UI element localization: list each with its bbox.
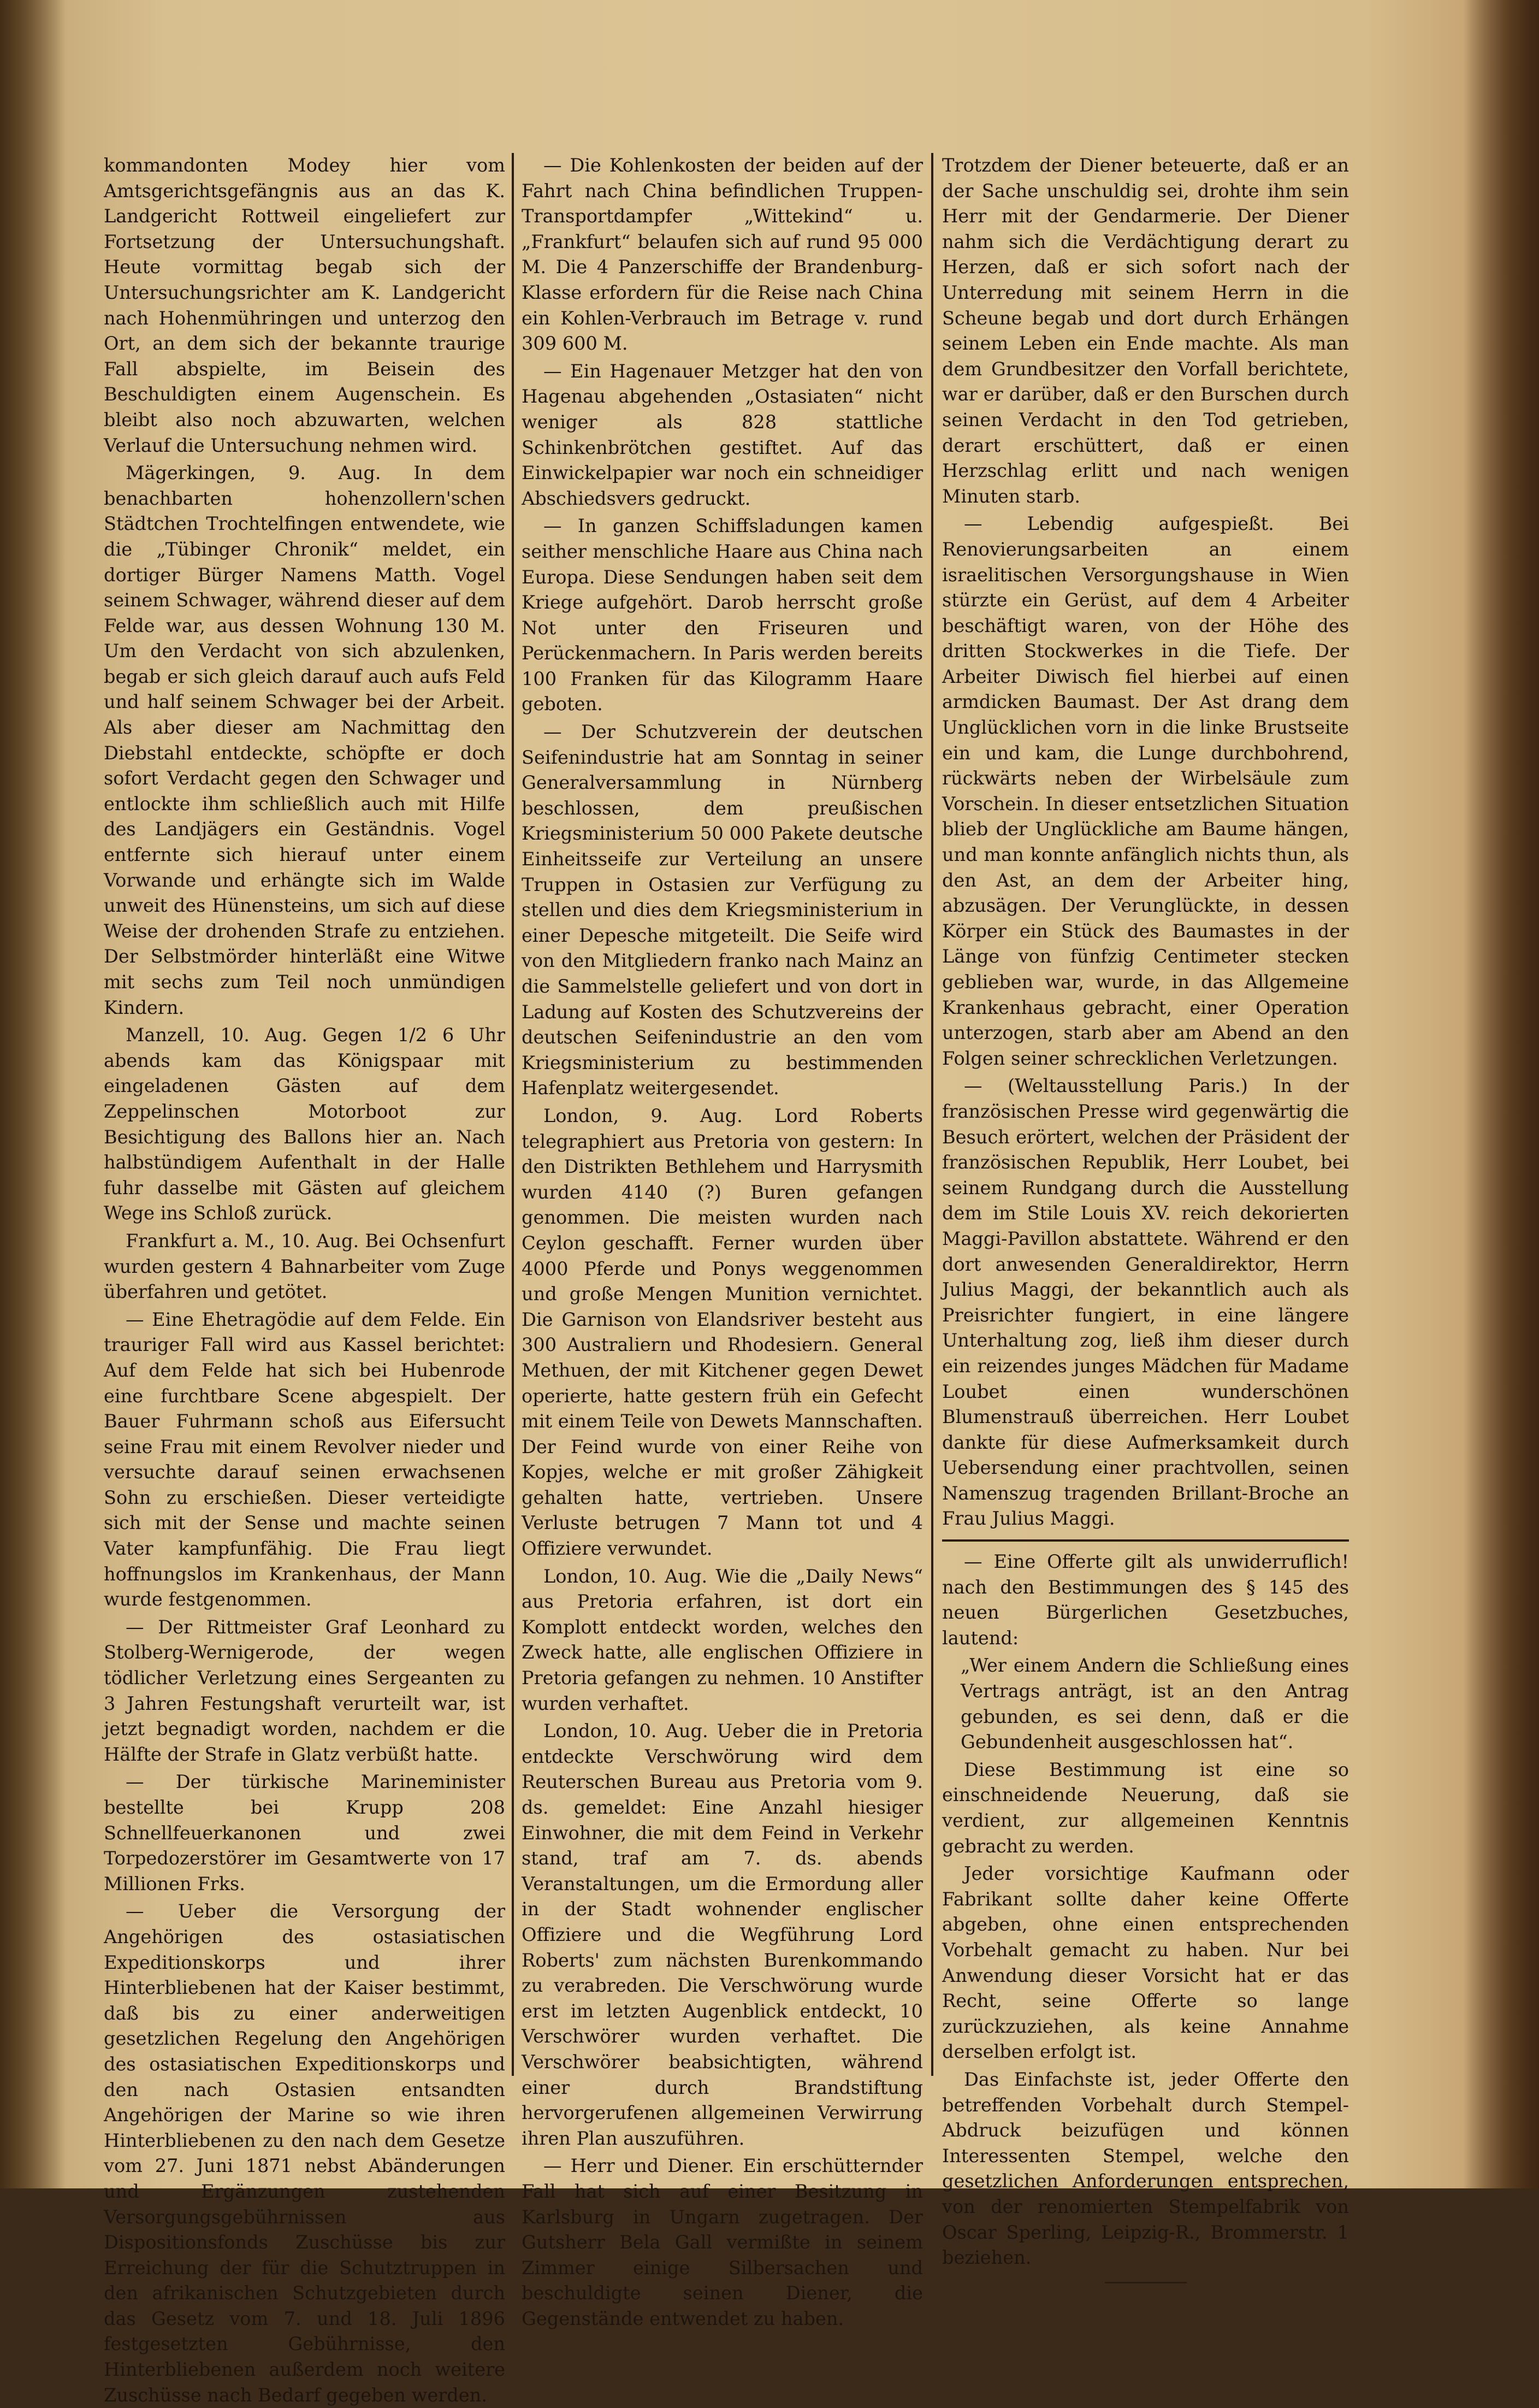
article-paragraph: Frankfurt a. M., 10. Aug. Bei Ochsenfurt wurden gestern 4 Bahnarbeiter vom Zuge überfahren und getötet. [104,1230,505,1303]
article-paragraph: — Eine Ehetragödie auf dem Felde. Ein trauriger Fall wird aus Kassel berichtet: Auf dem Felde hat sich bei Hubenrode eine furchtbare Scene abgespielt. Der Bauer Fuhrmann schoß aus Eifersucht seine Frau mit einem Revolver nieder und versuchte darauf seinen erwachsenen Sohn zu erschießen. Dieser verteidigte sich mit der Sense und machte seinen Vater kampfunfähig. Die Frau liegt hoffnungslos im Krankenhaus, der Mann wurde festgenommen. [104,1308,505,1610]
article-paragraph: Mägerkingen, 9. Aug. In dem benachbarten hohenzollern'schen Städtchen Trochtelfingen entwendete, wie die „Tübinger Chronik“ meldet, ein dortiger Bürger Namens Matth. Vogel seinem Schwager, während dieser auf dem Felde war, aus dessen Wohnung 130 M. Um den Verdacht von sich abzulenken, begab er sich gleich darauf auch aufs Feld und half seinem Schwager bei der Arbeit. Als aber dieser am Nachmittag den Diebstahl entdeckte, schöpfte er doch sofort Verdacht gegen den Schwager und entlockte ihm schließlich auch mit Hilfe des Landjägers ein Geständnis. Vogel entfernte sich hierauf unter einem Vorwande und erhängte sich im Walde unweit des Hünensteins, um sich auf diese Weise der drohenden Strafe zu entziehen. Der Selbstmörder hinterläßt eine Witwe mit sechs zum Teil noch unmündigen Kindern. [104,462,505,1018]
advert-quote: „Wer einem Andern die Schließung eines Vertrags anträgt, ist an den Antrag gebunden, es sei denn, daß er die Gebundenheit ausgeschlossen hat“. [961,1655,1349,1753]
article-paragraph: Trotzdem der Diener beteuerte, daß er an der Sache unschuldig sei, drohte ihm sein Herr mit der Gendarmerie. Der Diener nahm sich die Verdächtigung derart zu Herzen, daß er sich sofort nach der Unterredung mit seinem Herrn in die Scheune begab und dort durch Erhängen seinem Leben ein Ende machte. Als man dem Grundbesitzer den Vorfall berichtete, war er darüber, daß er den Burschen durch seinen Verdacht in den Tod getrieben, derart erschüttert, daß er einen Herzschlag erlitt und nach wenigen Minuten starb. [942,155,1349,507]
article-paragraph: — (Weltausstellung Paris.) In der französischen Presse wird gegenwärtig die Besuch erörtert, welchen der Präsident der französischen Republik, Herr Loubet, bei seinem Rundgang durch die Ausstellung dem im Stile Louis XV. reich dekorierten Maggi-Pavillon abstattete. Während er den dort anwesenden Generaldirektor, Herrn Julius Maggi, der bekanntlich auch als Preisrichter fungiert, in eine längere Unterhaltung zog, ließ ihm dieser durch ein reizendes junges Mädchen für Madame Loubet einen wunderschönen Blumenstrauß überreichen. Herr Loubet dankte für diese Aufmerksamkeit durch Uebersendung einer prachtvollen, seinen Namenszug tragenden Brillant-Broche an Frau Julius Maggi. [942,1075,1349,1530]
section-divider [942,1539,1349,1542]
page-edge [1463,0,1539,2188]
column-1 [104,153,505,2406]
advert-paragraph: Das Einfachste ist, jeder Offerte den betreffenden Vorbehalt durch Stempel-Abdruck beizufügen und können Interessenten Stempel, welche den gesetzlichen Anforderungen entsprechen, von der renomierten Stempelfabrik von Oscar Sperling, Leipzig-R., Brommerstr. 1 beziehen. [942,2068,1349,2269]
binding-shadow [0,0,66,2188]
article-paragraph: — Der Rittmeister Graf Leonhard zu Stolberg-Wernigerode, der wegen tödlicher Verletzung eines Sergeanten zu 3 Jahren Festungshaft verurteilt war, ist jetzt begnadigt worden, nachdem er die Hälfte der Strafe in Glatz verbüßt hatte. [104,1616,505,1765]
advert-paragraph: Diese Bestimmung ist eine so einschneidende Neuerung, daß sie verdient, zur allgemeinen Kenntnis gebracht zu werden. [942,1758,1349,1857]
article-paragraph: kommandonten Modey hier vom Amtsgerichtsgefängnis aus an das K. Landgericht Rottweil eingeliefert zur Fortsetzung der Untersuchungshaft. Heute vormittag begab sich der Untersuchungsrichter am K. Landgericht nach Hohenmühringen und unterzog den Ort, an dem sich der bekannte traurige Fall abspielte, im Beisein des Beschuldigten einem Augenschein. Es bleibt also noch abzuwarten, welchen Verlauf die Untersuchung nehmen wird. [104,155,505,456]
column-2 [522,153,923,2329]
article-paragraph: London, 10. Aug. Ueber die in Pretoria entdeckte Verschwörung wird dem Reuterschen Bureau aus Pretoria vom 9. ds. gemeldet: Eine Anzahl hiesiger Einwohner, die mit dem Feind in Verkehr stand, traf am 7. ds. abends Veranstaltungen, um die Ermordung aller in der Stadt wohnender englischer Offiziere und die Wegführung Lord Roberts' zum nächsten Burenkommando zu verabreden. Die Verschwörung wurde erst im letzten Augenblick entdeckt, 10 Verschwörer wurden verhaftet. Die Verschwörer beabsichtigten, während einer durch Brandstiftung hervorgerufenen allgemeinen Verwirrung ihren Plan auszuführen. [522,1720,923,2149]
article-paragraph: — Lebendig aufgespießt. Bei Renovierungsarbeiten an einem israelitischen Versorgungshause in Wien stürzte ein Gerüst, auf dem 4 Arbeiter beschäftigt waren, von der Höhe des dritten Stockwerkes in die Tiefe. Der Arbeiter Diwisch fiel hierbei auf einen armdicken Baumast. Der Ast drang dem Unglücklichen vorn in die linke Brustseite ein und kam, die Lunge durchbohrend, rückwärts neben der Wirbelsäule zum Vorschein. In dieser entsetzlichen Situation blieb der Unglückliche am Baume hängen, und man konnte anfänglich nichts thun, als den Ast, an dem der Arbeiter hing, abzusägen. Der Verunglückte, in dessen Körper ein Stück des Baumastes in der Länge von fünfzig Centimeter stecken geblieben war, wurde, in das Allgemeine Krankenhaus gebracht, einer Operation unterzogen, starb aber am Abend an den Folgen seiner schrecklichen Verletzungen. [942,513,1349,1069]
column-3 [942,153,1349,2269]
article-paragraph: — Der türkische Marineminister bestellte bei Krupp 208 Schnellfeuerkanonen und zwei Torpedozerstörer im Gesamtwerte von 17 Millionen Frks. [104,1771,505,1894]
article-paragraph: — Ueber die Versorgung der Angehörigen des ostasiatischen Expeditionskorps und ihrer Hinterbliebenen hat der Kaiser bestimmt, daß bis zu einer anderweitigen gesetzlichen Regelung den Angehörigen des ostasiatischen Expeditionskorps und den nach Ostasien entsandten Angehörigen der Marine so wie ihren Hinterbliebenen zu den nach dem Gesetze vom 27. Juni 1871 nebst Abänderungen und Ergänzungen zustehenden Versorgungsgebührnissen aus Dispositionsfonds Zuschüsse bis zur Erreichung der für die Schutztruppen in den afrikanischen Schutzgebieten durch das Gesetz vom 7. und 18. Juli 1896 festgesetzten Gebührnisse, den Hinterbliebenen außerdem noch weitere Zuschüsse nach Bedarf gegeben werden. [104,1901,505,2406]
article-paragraph: — Herr und Diener. Ein erschütternder Fall hat sich auf einer Besitzung in Karlsburg in Ungarn zugetragen. Der Gutsherr Bela Gall vermißte in seinem Zimmer einige Silbersachen und beschuldigte seinen Diener, die Gegenstände entwendet zu haben. [522,2155,923,2329]
end-rule [1105,2282,1187,2283]
article-paragraph: London, 10. Aug. Wie die „Daily News“ aus Pretoria erfahren, ist dort ein Komplott entdeckt worden, welches den Zweck hatte, alle englischen Offiziere in Pretoria gefangen zu nehmen. 10 Anstifter wurden verhaftet. [522,1565,923,1714]
column-rule [931,153,933,2076]
article-paragraph: — Ein Hagenauer Metzger hat den von Hagenau abgehenden „Ostasiaten“ nicht weniger als 828 stattliche Schinkenbrötchen gestiftet. Auf das Einwickelpapier war noch ein schneidiger Abschiedsvers gedruckt. [522,360,923,509]
article-paragraph: — Die Kohlenkosten der beiden auf der Fahrt nach China befindlichen Truppen-Transportdampfer „Wittekind“ u. „Frankfurt“ belaufen sich auf rund 95 000 M. Die 4 Panzerschiffe der Brandenburg-Klasse erfordern für die Reise nach China ein Kohlen-Verbrauch im Betrage v. rund 309 600 M. [522,155,923,355]
advert-paragraph: Jeder vorsichtige Kaufmann oder Fabrikant sollte daher keine Offerte abgeben, ohne einen entsprechenden Vorbehalt gemacht zu haben. Nur bei Anwendung dieser Vorsicht hat er das Recht, seine Offerte so lange zurückzuziehen, als keine Annahme derselben erfolgt ist. [942,1863,1349,2063]
article-paragraph: — In ganzen Schiffsladungen kamen seither menschliche Haare aus China nach Europa. Diese Sendungen haben seit dem Kriege aufgehört. Darob herrscht große Not unter den Friseuren und Perückenmachern. In Paris werden bereits 100 Franken für das Kilogramm Haare geboten. [522,515,923,715]
article-paragraph: London, 9. Aug. Lord Roberts telegraphiert aus Pretoria von gestern: In den Distrikten Bethlehem und Harrysmith wurden 4140 (?) Buren gefangen genommen. Die meisten wurden nach Ceylon geschafft. Ferner wurden über 4000 Pferde und Ponys weggenommen und große Mengen Munition vernichtet. Die Garnison von Elandsriver besteht aus 300 Australiern und Rhodesiern. General Methuen, der mit Kitchener gegen Dewet operierte, hatte gestern früh ein Gefecht mit einem Teile von Dewets Mannschaften. Der Feind wurde von einer Reihe von Kopjes, welche er mit großer Zähigkeit gehalten hatte, vertrieben. Unsere Verluste betrugen 7 Mann tot und 4 Offiziere verwundet. [522,1105,923,1560]
newspaper-body [98,153,1354,2406]
article-paragraph: — Der Schutzverein der deutschen Seifenindustrie hat am Sonntag in seiner Generalversammlung in Nürnberg beschlossen, dem preußischen Kriegsministerium 50 000 Pakete deutsche Einheitsseife zur Verteilung an unsere Truppen in Ostasien zur Verfügung zu stellen und dies dem Kriegsministerium in einer Depesche mitgeteilt. Die Seife wird von den Mitgliedern franko nach Mainz an die Sammelstelle geliefert und von dort in Ladung auf Kosten des Schutzvereins der deutschen Seifenindustrie an den vom Kriegsministerium zu bestimmenden Hafenplatz weitergesendet. [522,721,923,1099]
article-paragraph: Manzell, 10. Aug. Gegen 1/2 6 Uhr abends kam das Königspaar mit eingeladenen Gästen auf dem Zeppelinschen Motorboot zur Besichtigung des Ballons hier an. Nach halbstündigem Aufenthalt in der Halle fuhr dasselbe mit Gästen auf gleichem Wege ins Schloß zurück. [104,1024,505,1224]
column-rule [512,153,514,2076]
advert-intro: — Eine Offerte gilt als unwiderruflich! nach den Bestimmungen des § 145 des neuen Bürgerlichen Gesetzbuches, lautend: [942,1551,1349,1649]
